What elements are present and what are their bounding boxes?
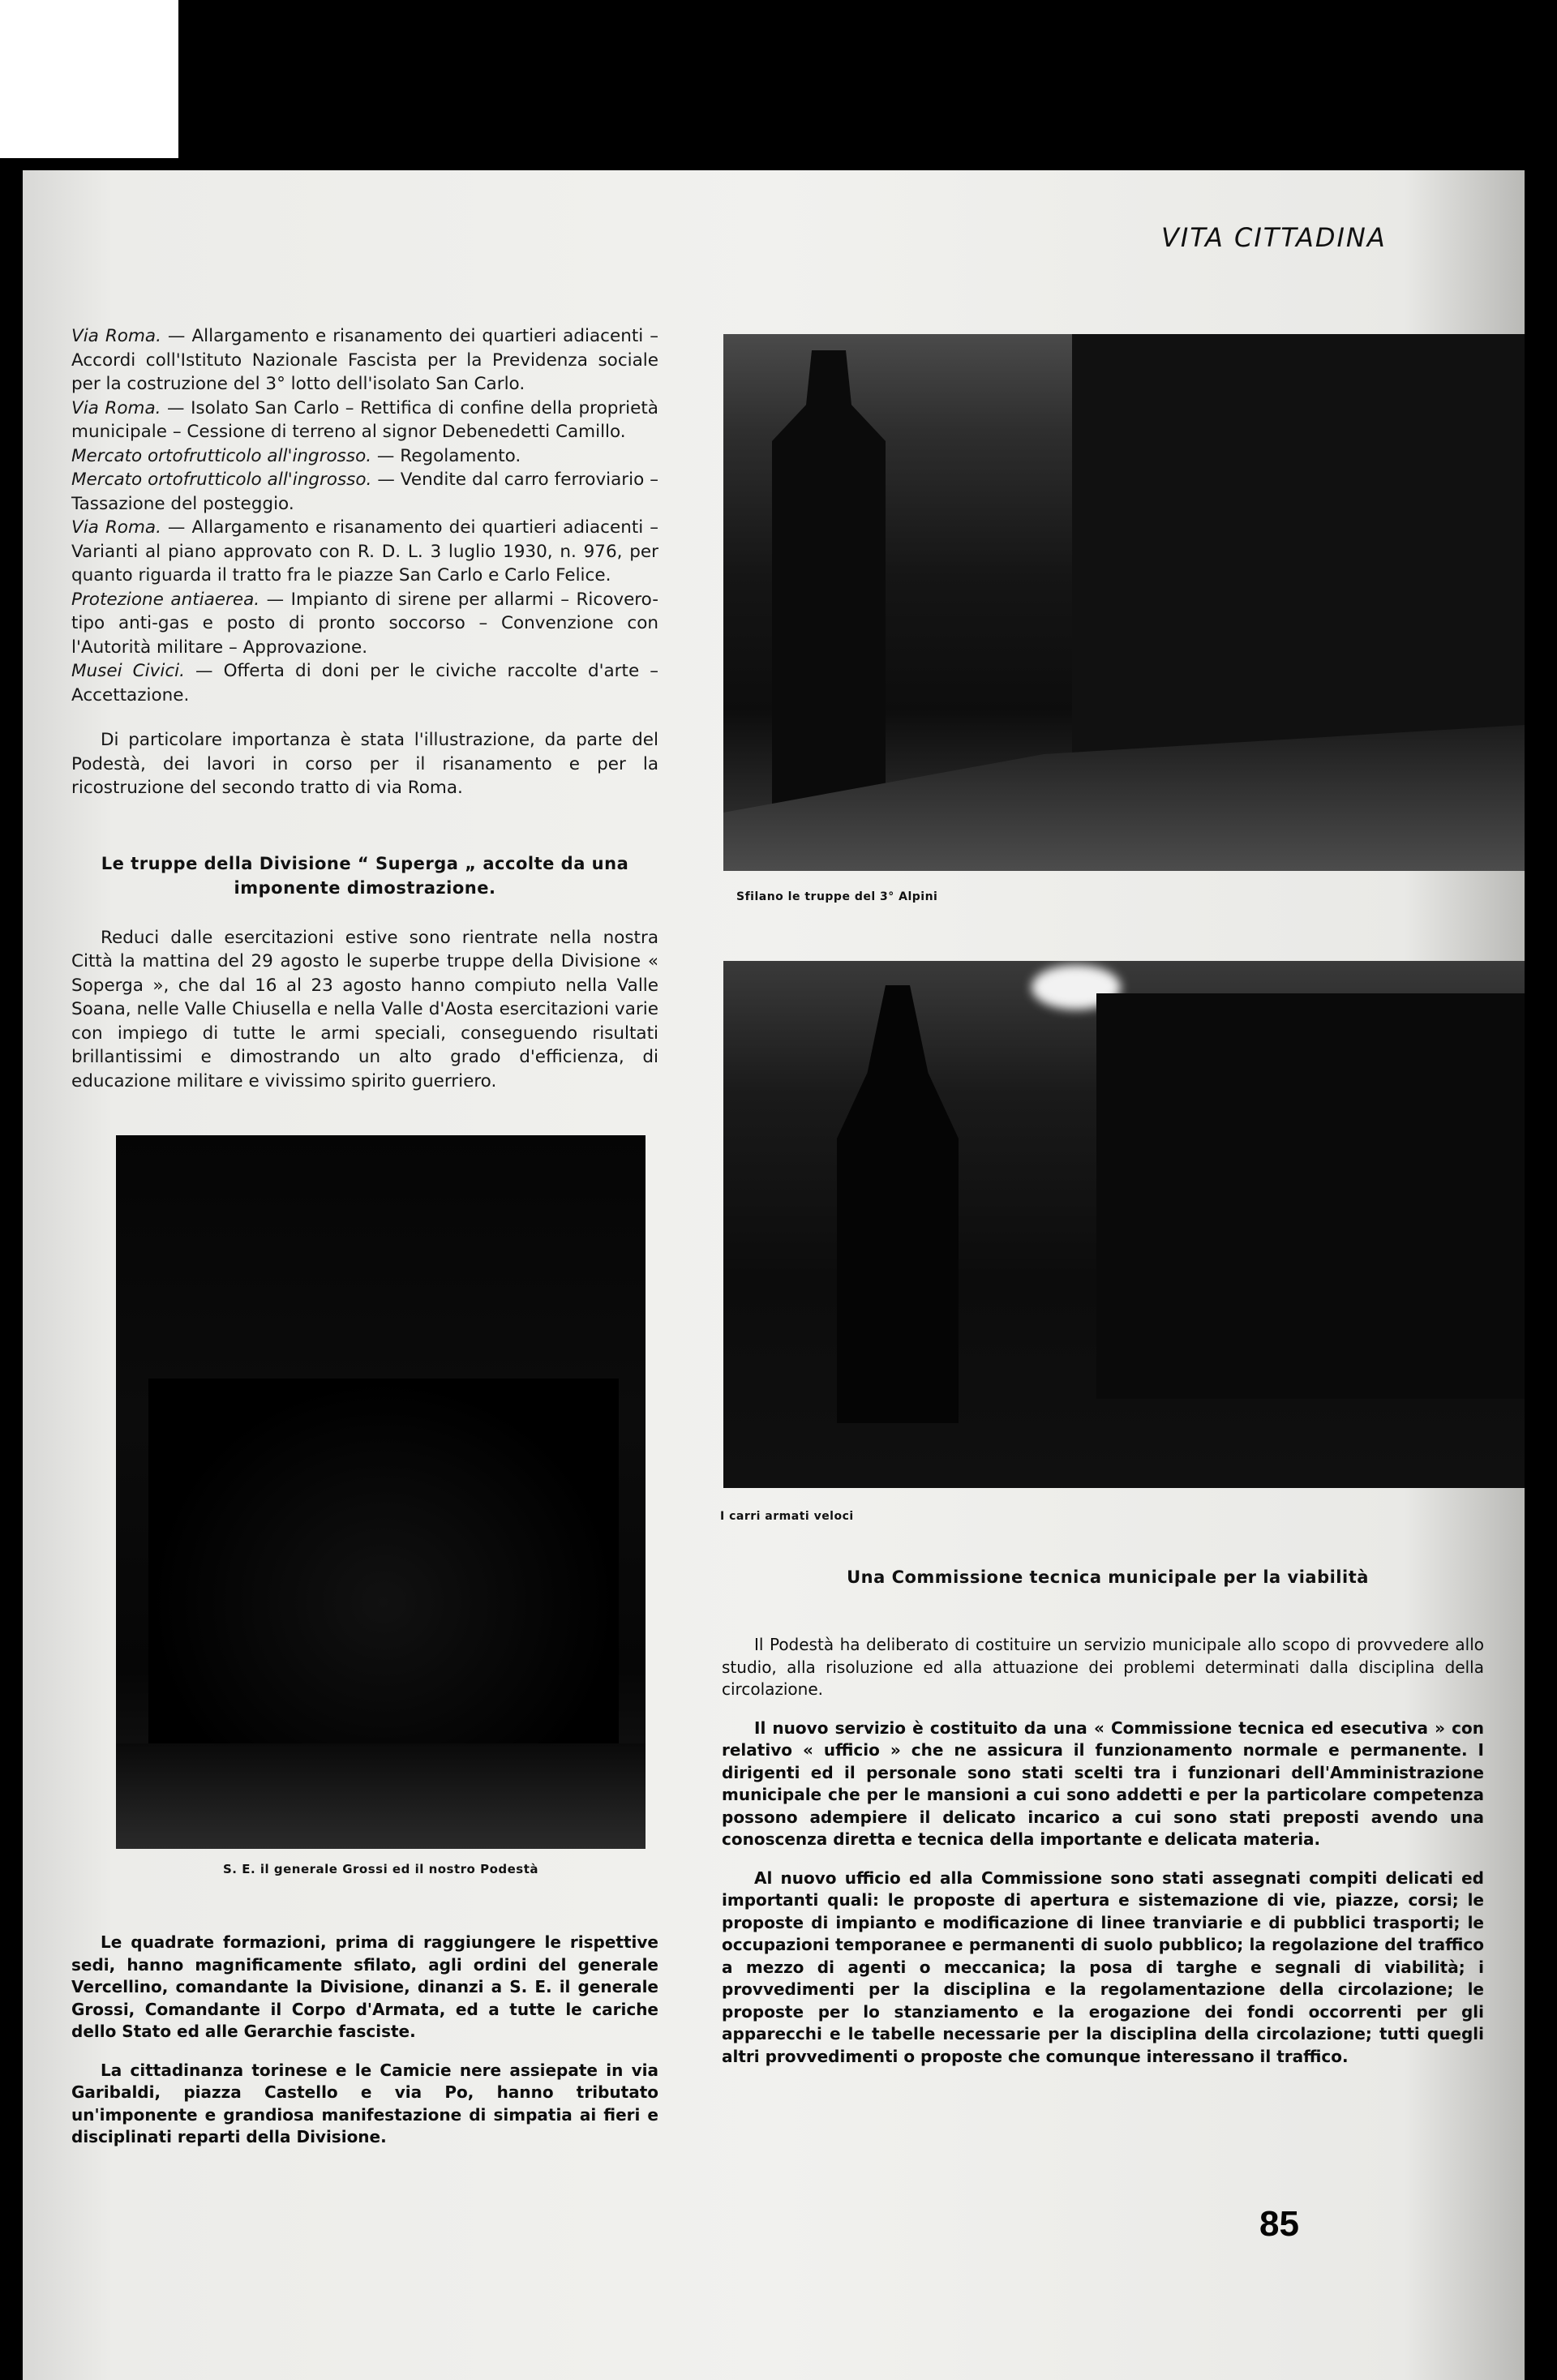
- agenda-entry-reference: Via Roma.: [71, 326, 161, 346]
- page-number: 85: [1259, 2204, 1299, 2244]
- agenda-entry: [71, 659, 658, 707]
- paragraph: Il Podestà ha deliberato di costituire un servizio municipale allo scopo di provvedere allo studio, alla risoluzione ed alla attuazione dei problemi determinati dalla disciplina della circolazione.: [722, 1635, 1484, 1699]
- agenda-entry: [71, 397, 658, 444]
- paragraph: Al nuovo ufficio ed alla Commissione sono stati assegnati compiti delicati ed importanti quali: le proposte di apertura e sistemazione di vie, piazze, corsi; le proposte di impianto e modificazione di linee tranviarie e di pubblici trasporti; le occupazioni temporanee e permanenti di suolo pubblico; la regolazione del traffico a mezzo di agenti o meccanica; la posa di targhe e segnali di viabilità; i provvedimenti per la disciplina e la regolamentazione della circolazione; le proposte per lo stanziamento e la erogazione dei fondi occorrenti per gli apparecchi e le tabelle necessarie per la disciplina della circolazione; tutti quegli altri provvedimenti o proposte che comunque interessano il traffico.: [722, 1868, 1484, 2066]
- agenda-entry: [71, 516, 658, 588]
- agenda-entry-text: — Isolato San Carlo – Rettifica di confine della proprietà municipale – Cessione di terreno al signor Debenedetti Camillo.: [71, 397, 658, 442]
- paragraph: Il nuovo servizio è costituito da una « Commissione tecnica ed esecutiva » con relativo « ufficio » che ne assicura il funzionamento normale e permanente. I dirigenti ed il personale sono stati scelti tra i funzionari dell'Amministrazione municipale che per le mansioni a cui sono addetti e per la particolare competenza possono adempiere il delicato incarico a cui sono stati preposti avendo una conoscenza diretta e tecnica della importante e delicata materia.: [722, 1717, 1484, 1849]
- agenda-entry-text: — Allargamento e risanamento dei quartieri adiacenti – Accordi coll'Istituto Nazionale Fascista per la Previdenza sociale per la costruzione del 3° lotto dell'isolato San Carlo.: [71, 326, 658, 394]
- paragraph: La cittadinanza torinese e le Camicie nere assiepate in via Garibaldi, piazza Castello e via Po, hanno tributato un'imponente e grandiosa manifestazione di simpatia ai fieri e disciplinati reparti della Divisione.: [71, 2060, 658, 2146]
- photo-building: [1072, 334, 1525, 788]
- article-body-soperga-continued: [71, 1915, 658, 2165]
- agenda-list: [71, 324, 658, 707]
- photo-tower: [837, 985, 959, 1423]
- agenda-entry-reference: Protezione antiaerea.: [71, 589, 260, 610]
- photo-caption-tanks: I carri armati veloci: [720, 1510, 854, 1523]
- photo-ground: [116, 1743, 646, 1849]
- agenda-entry: [71, 588, 658, 660]
- photo-figures: [148, 1379, 619, 1752]
- photo-building: [1096, 993, 1525, 1399]
- scan-shadow-edge: [1525, 170, 1557, 2380]
- agenda-entry: [71, 324, 658, 397]
- article-title-soperga: Le truppe della Divisione “ Superga „ accolte da una imponente dimostrazione.: [101, 854, 629, 898]
- agenda-entry: [71, 444, 658, 469]
- agenda-entry-text: — Vendite dal carro ferroviario – Tassazione del posteggio.: [71, 470, 658, 514]
- photo-tower: [772, 350, 886, 804]
- agenda-entry-reference: Musei Civici.: [71, 661, 185, 681]
- agenda-column: [71, 324, 658, 800]
- intro-paragraph: Di particolare importanza è stata l'illustrazione, da parte del Podestà, dei lavori in corso per il risanamento e per la ricostruzione del secondo tratto di via Roma.: [71, 730, 658, 798]
- scan-white-margin: [0, 0, 178, 158]
- photo-caption-general: S. E. il generale Grossi ed il nostro Podestà: [222, 1862, 539, 1876]
- photo-general-and-podesta: [116, 1135, 646, 1849]
- agenda-entry-reference: Via Roma.: [71, 397, 161, 418]
- paragraph: Le quadrate formazioni, prima di raggiungere le rispettive sedi, hanno magnificamente sfilato, agli ordini del generale Vercellino, comandante la Divisione, dinanzi a S. E. il generale Grossi, Comandante il Corpo d'Armata, ed a tutte le cariche dello Stato ed alle Gerarchie fasciste.: [71, 1932, 658, 2041]
- article-body-viabilita: [722, 1618, 1484, 2084]
- article-body-soperga: [71, 908, 658, 1111]
- photo-caption-alpini: Sfilano le truppe del 3° Alpini: [736, 890, 938, 903]
- section-header: VITA CITTADINA: [1161, 222, 1387, 253]
- paragraph: Reduci dalle esercitazioni estive sono rientrate nella nostra Città la mattina del 29 agosto le superbe truppe della Divisione « Soperga », che dal 16 al 23 agosto hanno compiuto nella Valle Soana, nelle Valle Chiusella e nella Valle d'Aosta esercitazioni varie con impiego di tutte le armi speciali, conseguendo risultati brillantissimi e dimostrando un alto grado d'efficienza, di educazione militare e vivissimo spirito guerriero.: [71, 927, 658, 1091]
- article-title-viabilita: Una Commissione tecnica municipale per la viabilità: [847, 1567, 1369, 1587]
- agenda-entry-reference: Via Roma.: [71, 517, 161, 538]
- agenda-entry: [71, 468, 658, 516]
- agenda-entry-text: — Regolamento.: [371, 445, 521, 466]
- agenda-entry-text: — Allargamento e risanamento dei quartieri adiacenti – Varianti al piano approvato con R. D. L. 3 luglio 1930, n. 976, per quanto riguarda il tratto fra le piazze San Carlo e Carlo Felice.: [71, 517, 658, 585]
- agenda-entry-reference: Mercato ortofrutticolo all'ingrosso.: [71, 445, 372, 466]
- photo-alpini-parade: [723, 334, 1525, 871]
- agenda-entry-reference: Mercato ortofrutticolo all'ingrosso.: [71, 470, 372, 490]
- agenda-entry-text: — Offerta di doni per le civiche raccolte d'arte – Accettazione.: [71, 661, 658, 705]
- photo-tanks-parade: [723, 961, 1525, 1488]
- agenda-entry-text: — Impianto di sirene per allarmi – Ricovero-tipo anti-gas e posto di pronto soccorso – Convenzione con l'Autorità militare – Approvazione.: [71, 589, 658, 658]
